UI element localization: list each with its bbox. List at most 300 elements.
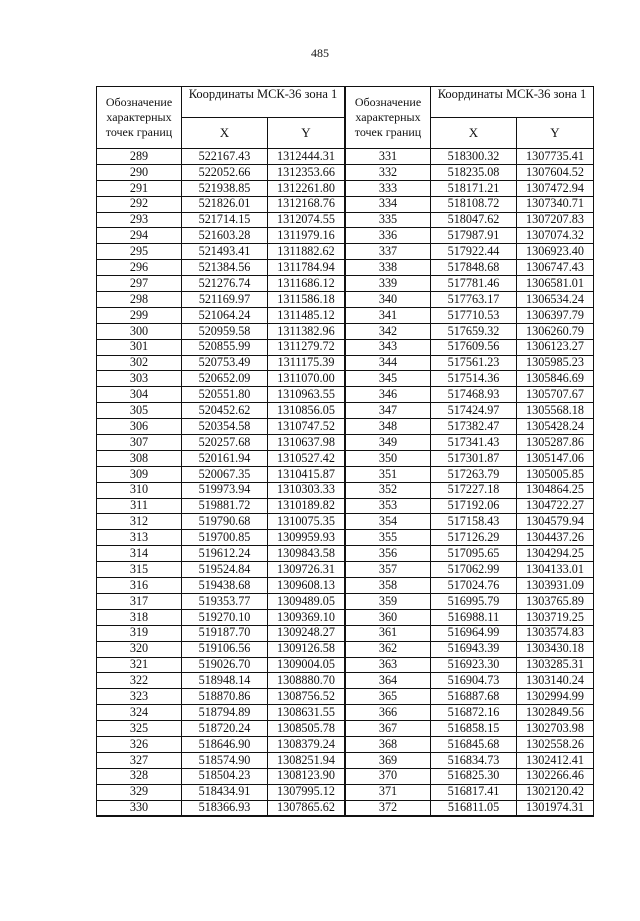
x-coordinate-cell: 519353.77: [182, 593, 268, 609]
x-coordinate-cell: 517301.87: [431, 450, 517, 466]
y-coordinate-cell: 1307995.12: [268, 784, 345, 800]
table-row: [346, 244, 594, 260]
y-coordinate-cell: 1307865.62: [268, 800, 345, 816]
table-row: [346, 466, 594, 482]
x-coordinate-cell: 518720.24: [182, 721, 268, 737]
y-coordinate-cell: 1307604.52: [517, 164, 594, 180]
table-row: [97, 705, 345, 721]
point-number-cell: 371: [346, 784, 431, 800]
x-coordinate-cell: 518504.23: [182, 768, 268, 784]
point-number-cell: 319: [97, 625, 182, 641]
x-coordinate-cell: 521714.15: [182, 212, 268, 228]
table-row: [97, 689, 345, 705]
point-number-cell: 300: [97, 323, 182, 339]
table-row: [346, 625, 594, 641]
y-coordinate-cell: 1305846.69: [517, 371, 594, 387]
point-number-cell: 307: [97, 435, 182, 451]
y-coordinate-cell: 1304864.25: [517, 482, 594, 498]
y-coordinate-cell: 1304437.26: [517, 530, 594, 546]
x-coordinate-cell: 520855.99: [182, 339, 268, 355]
x-coordinate-cell: 520257.68: [182, 435, 268, 451]
table-row: [346, 292, 594, 308]
point-number-cell: 347: [346, 403, 431, 419]
point-number-cell: 359: [346, 593, 431, 609]
point-number-cell: 352: [346, 482, 431, 498]
point-number-cell: 358: [346, 578, 431, 594]
x-coordinate-cell: 517095.65: [431, 546, 517, 562]
table-row: [97, 482, 345, 498]
point-number-cell: 343: [346, 339, 431, 355]
x-coordinate-cell: 517763.17: [431, 292, 517, 308]
y-coordinate-cell: 1309369.10: [268, 609, 345, 625]
point-number-cell: 317: [97, 593, 182, 609]
table-row: [346, 355, 594, 371]
point-number-cell: 349: [346, 435, 431, 451]
point-number-cell: 362: [346, 641, 431, 657]
y-coordinate-cell: 1305287.86: [517, 435, 594, 451]
point-number-cell: 354: [346, 514, 431, 530]
y-coordinate-cell: 1306581.01: [517, 276, 594, 292]
point-number-cell: 304: [97, 387, 182, 403]
point-number-cell: 296: [97, 260, 182, 276]
x-coordinate-cell: 519106.56: [182, 641, 268, 657]
table-row: [346, 323, 594, 339]
point-number-cell: 294: [97, 228, 182, 244]
x-coordinate-cell: 516887.68: [431, 689, 517, 705]
x-coordinate-cell: 517424.97: [431, 403, 517, 419]
table-row: [97, 466, 345, 482]
table-row: [346, 180, 594, 196]
table-row: [346, 228, 594, 244]
point-number-cell: 350: [346, 450, 431, 466]
table-row: [97, 498, 345, 514]
point-number-cell: 364: [346, 673, 431, 689]
table-row: [97, 736, 345, 752]
point-number-cell: 346: [346, 387, 431, 403]
x-coordinate-cell: 516845.68: [431, 736, 517, 752]
x-coordinate-cell: 520161.94: [182, 450, 268, 466]
table-row: [97, 260, 345, 276]
y-coordinate-cell: 1302994.99: [517, 689, 594, 705]
table-body-right: [346, 149, 594, 817]
x-coordinate-cell: 517987.91: [431, 228, 517, 244]
x-coordinate-cell: 518171.21: [431, 180, 517, 196]
x-coordinate-cell: 516943.39: [431, 641, 517, 657]
point-number-cell: 324: [97, 705, 182, 721]
table-row: [97, 546, 345, 562]
table-row: [97, 768, 345, 784]
point-number-cell: 290: [97, 164, 182, 180]
table-row: [97, 562, 345, 578]
table-body-left: [97, 149, 345, 817]
y-coordinate-cell: 1306260.79: [517, 323, 594, 339]
y-coordinate-cell: 1303574.83: [517, 625, 594, 641]
y-coordinate-cell: 1310303.33: [268, 482, 345, 498]
table-row: [97, 419, 345, 435]
x-coordinate-cell: 520959.58: [182, 323, 268, 339]
point-number-cell: 328: [97, 768, 182, 784]
y-coordinate-cell: 1310075.35: [268, 514, 345, 530]
table-row: [346, 689, 594, 705]
coordinates-group-header: Координаты МСК-36 зона 1: [431, 87, 594, 118]
table-row: [97, 800, 345, 816]
page-number: 485: [311, 46, 329, 60]
table-row: [346, 609, 594, 625]
x-coordinate-cell: 519187.70: [182, 625, 268, 641]
table-row: [346, 578, 594, 594]
y-coordinate-cell: 1301974.31: [517, 800, 594, 816]
table-row: [346, 514, 594, 530]
point-number-cell: 340: [346, 292, 431, 308]
y-coordinate-cell: 1311784.94: [268, 260, 345, 276]
x-coordinate-cell: 517126.29: [431, 530, 517, 546]
table-row: [97, 276, 345, 292]
x-coordinate-cell: 517848.68: [431, 260, 517, 276]
table-row: [97, 323, 345, 339]
coordinates-table-left: [96, 86, 345, 817]
x-coordinate-cell: 518434.91: [182, 784, 268, 800]
y-coordinate-cell: 1307340.71: [517, 196, 594, 212]
y-coordinate-cell: 1303430.18: [517, 641, 594, 657]
y-coordinate-cell: 1311175.39: [268, 355, 345, 371]
point-number-cell: 289: [97, 149, 182, 165]
x-column-header: X: [182, 118, 268, 149]
y-coordinate-cell: 1306923.40: [517, 244, 594, 260]
point-number-cell: 367: [346, 721, 431, 737]
point-number-cell: 322: [97, 673, 182, 689]
x-coordinate-cell: 519790.68: [182, 514, 268, 530]
point-number-cell: 363: [346, 657, 431, 673]
y-coordinate-cell: 1305428.24: [517, 419, 594, 435]
point-number-cell: 308: [97, 450, 182, 466]
x-coordinate-cell: 516904.73: [431, 673, 517, 689]
table-row: [97, 164, 345, 180]
table-row: [346, 164, 594, 180]
x-coordinate-cell: 518108.72: [431, 196, 517, 212]
y-coordinate-cell: 1308123.90: [268, 768, 345, 784]
point-number-cell: 345: [346, 371, 431, 387]
x-coordinate-cell: 521493.41: [182, 244, 268, 260]
y-coordinate-cell: 1310856.05: [268, 403, 345, 419]
y-coordinate-cell: 1312353.66: [268, 164, 345, 180]
table-row: [97, 403, 345, 419]
y-coordinate-cell: 1309489.05: [268, 593, 345, 609]
table-row: [346, 260, 594, 276]
point-number-cell: 311: [97, 498, 182, 514]
y-coordinate-cell: 1302412.41: [517, 752, 594, 768]
y-coordinate-cell: 1305568.18: [517, 403, 594, 419]
point-number-cell: 293: [97, 212, 182, 228]
y-coordinate-cell: 1303140.24: [517, 673, 594, 689]
point-number-cell: 335: [346, 212, 431, 228]
y-coordinate-cell: 1305707.67: [517, 387, 594, 403]
point-number-cell: 302: [97, 355, 182, 371]
table-row: [97, 721, 345, 737]
y-column-header: Y: [517, 118, 594, 149]
x-coordinate-cell: 520354.58: [182, 419, 268, 435]
table-row: [97, 180, 345, 196]
y-coordinate-cell: 1311686.12: [268, 276, 345, 292]
y-coordinate-cell: 1303719.25: [517, 609, 594, 625]
point-number-cell: 306: [97, 419, 182, 435]
x-coordinate-cell: 518646.90: [182, 736, 268, 752]
y-column-header: Y: [268, 118, 345, 149]
table-row: [346, 371, 594, 387]
y-coordinate-cell: 1304722.27: [517, 498, 594, 514]
y-coordinate-cell: 1306397.79: [517, 307, 594, 323]
y-coordinate-cell: 1310189.82: [268, 498, 345, 514]
x-coordinate-cell: 521064.24: [182, 307, 268, 323]
y-coordinate-cell: 1308251.94: [268, 752, 345, 768]
table-row: [346, 752, 594, 768]
point-number-cell: 337: [346, 244, 431, 260]
y-coordinate-cell: 1309843.58: [268, 546, 345, 562]
x-coordinate-cell: 517227.18: [431, 482, 517, 498]
point-number-cell: 329: [97, 784, 182, 800]
point-number-cell: 303: [97, 371, 182, 387]
x-coordinate-cell: 521938.85: [182, 180, 268, 196]
point-number-cell: 366: [346, 705, 431, 721]
table-row: [97, 371, 345, 387]
y-coordinate-cell: 1306747.43: [517, 260, 594, 276]
point-number-cell: 325: [97, 721, 182, 737]
point-number-cell: 332: [346, 164, 431, 180]
table-row: [346, 530, 594, 546]
y-coordinate-cell: 1312261.80: [268, 180, 345, 196]
table-row: [97, 657, 345, 673]
y-coordinate-cell: 1311070.00: [268, 371, 345, 387]
point-number-cell: 314: [97, 546, 182, 562]
y-coordinate-cell: 1311882.62: [268, 244, 345, 260]
x-coordinate-cell: 516811.05: [431, 800, 517, 816]
y-coordinate-cell: 1306123.27: [517, 339, 594, 355]
y-coordinate-cell: 1311382.96: [268, 323, 345, 339]
x-coordinate-cell: 518366.93: [182, 800, 268, 816]
point-number-cell: 327: [97, 752, 182, 768]
y-coordinate-cell: 1310963.55: [268, 387, 345, 403]
y-coordinate-cell: 1307472.94: [517, 180, 594, 196]
table-row: [346, 196, 594, 212]
table-row: [97, 292, 345, 308]
y-coordinate-cell: 1304133.01: [517, 562, 594, 578]
x-coordinate-cell: 521169.97: [182, 292, 268, 308]
point-number-cell: 370: [346, 768, 431, 784]
x-coordinate-cell: 517263.79: [431, 466, 517, 482]
y-coordinate-cell: 1303285.31: [517, 657, 594, 673]
table-row: [346, 657, 594, 673]
table-row: [346, 498, 594, 514]
table-row: [346, 673, 594, 689]
table-row: [97, 212, 345, 228]
x-coordinate-cell: 516834.73: [431, 752, 517, 768]
x-coordinate-cell: 518948.14: [182, 673, 268, 689]
table-row: [346, 435, 594, 451]
point-number-cell: 331: [346, 149, 431, 165]
y-coordinate-cell: 1302120.42: [517, 784, 594, 800]
y-coordinate-cell: 1311485.12: [268, 307, 345, 323]
table-row: [97, 339, 345, 355]
y-coordinate-cell: 1307207.83: [517, 212, 594, 228]
x-coordinate-cell: 519881.72: [182, 498, 268, 514]
point-number-cell: 339: [346, 276, 431, 292]
table-row: [346, 450, 594, 466]
table-row: [97, 593, 345, 609]
x-coordinate-cell: 517468.93: [431, 387, 517, 403]
table-row: [97, 149, 345, 165]
x-coordinate-cell: 516817.41: [431, 784, 517, 800]
y-coordinate-cell: 1309726.31: [268, 562, 345, 578]
table-row: [346, 546, 594, 562]
table-row: [97, 625, 345, 641]
point-number-cell: 336: [346, 228, 431, 244]
x-coordinate-cell: 516923.30: [431, 657, 517, 673]
table-row: [346, 562, 594, 578]
table-row: [97, 244, 345, 260]
y-coordinate-cell: 1309959.93: [268, 530, 345, 546]
y-coordinate-cell: 1305147.06: [517, 450, 594, 466]
point-number-cell: 321: [97, 657, 182, 673]
point-number-cell: 361: [346, 625, 431, 641]
x-coordinate-cell: 517062.99: [431, 562, 517, 578]
point-number-cell: 292: [97, 196, 182, 212]
y-coordinate-cell: 1312074.55: [268, 212, 345, 228]
table-row: [346, 721, 594, 737]
point-number-cell: 344: [346, 355, 431, 371]
point-number-cell: 351: [346, 466, 431, 482]
x-coordinate-cell: 517781.46: [431, 276, 517, 292]
point-number-cell: 372: [346, 800, 431, 816]
x-coordinate-cell: 517561.23: [431, 355, 517, 371]
y-coordinate-cell: 1308756.52: [268, 689, 345, 705]
y-coordinate-cell: 1302703.98: [517, 721, 594, 737]
table-row: [97, 387, 345, 403]
point-number-cell: 341: [346, 307, 431, 323]
x-coordinate-cell: 516995.79: [431, 593, 517, 609]
designation-header: Обозначение характерных точек границ: [346, 87, 431, 149]
y-coordinate-cell: 1303931.09: [517, 578, 594, 594]
x-coordinate-cell: 519270.10: [182, 609, 268, 625]
x-coordinate-cell: 518794.89: [182, 705, 268, 721]
table-row: [346, 736, 594, 752]
table-row: [97, 450, 345, 466]
x-coordinate-cell: 519973.94: [182, 482, 268, 498]
y-coordinate-cell: 1310637.98: [268, 435, 345, 451]
x-coordinate-cell: 516964.99: [431, 625, 517, 641]
point-number-cell: 310: [97, 482, 182, 498]
table-row: [97, 530, 345, 546]
y-coordinate-cell: 1303765.89: [517, 593, 594, 609]
y-coordinate-cell: 1309004.05: [268, 657, 345, 673]
x-coordinate-cell: 521603.28: [182, 228, 268, 244]
table-row: [97, 784, 345, 800]
point-number-cell: 333: [346, 180, 431, 196]
x-coordinate-cell: 517192.06: [431, 498, 517, 514]
y-coordinate-cell: 1306534.24: [517, 292, 594, 308]
table-row: [97, 435, 345, 451]
x-coordinate-cell: 518574.90: [182, 752, 268, 768]
point-number-cell: 334: [346, 196, 431, 212]
point-number-cell: 312: [97, 514, 182, 530]
point-number-cell: 299: [97, 307, 182, 323]
x-coordinate-cell: 518047.62: [431, 212, 517, 228]
designation-header: Обозначение характерных точек границ: [97, 87, 182, 149]
x-coordinate-cell: 517158.43: [431, 514, 517, 530]
table-row: [97, 514, 345, 530]
table-row: [346, 482, 594, 498]
y-coordinate-cell: 1309126.58: [268, 641, 345, 657]
x-coordinate-cell: 517024.76: [431, 578, 517, 594]
x-coordinate-cell: 520753.49: [182, 355, 268, 371]
x-coordinate-cell: 522167.43: [182, 149, 268, 165]
point-number-cell: 309: [97, 466, 182, 482]
x-coordinate-cell: 519612.24: [182, 546, 268, 562]
table-row: [97, 196, 345, 212]
x-coordinate-cell: 516988.11: [431, 609, 517, 625]
table-row: [346, 641, 594, 657]
point-number-cell: 305: [97, 403, 182, 419]
point-number-cell: 298: [97, 292, 182, 308]
y-coordinate-cell: 1304579.94: [517, 514, 594, 530]
point-number-cell: 291: [97, 180, 182, 196]
y-coordinate-cell: 1302849.56: [517, 705, 594, 721]
table-row: [346, 403, 594, 419]
point-number-cell: 348: [346, 419, 431, 435]
table-row: [346, 212, 594, 228]
x-coordinate-cell: 522052.66: [182, 164, 268, 180]
y-coordinate-cell: 1311979.16: [268, 228, 345, 244]
y-coordinate-cell: 1304294.25: [517, 546, 594, 562]
y-coordinate-cell: 1305985.23: [517, 355, 594, 371]
y-coordinate-cell: 1311279.72: [268, 339, 345, 355]
x-coordinate-cell: 517922.44: [431, 244, 517, 260]
y-coordinate-cell: 1308505.78: [268, 721, 345, 737]
y-coordinate-cell: 1310527.42: [268, 450, 345, 466]
point-number-cell: 326: [97, 736, 182, 752]
point-number-cell: 355: [346, 530, 431, 546]
coordinates-table-right: [345, 86, 594, 817]
table-row: [346, 387, 594, 403]
y-coordinate-cell: 1305005.85: [517, 466, 594, 482]
point-number-cell: 316: [97, 578, 182, 594]
y-coordinate-cell: 1302266.46: [517, 768, 594, 784]
point-number-cell: 356: [346, 546, 431, 562]
x-column-header: X: [431, 118, 517, 149]
x-coordinate-cell: 520652.09: [182, 371, 268, 387]
x-coordinate-cell: 519438.68: [182, 578, 268, 594]
table-row: [346, 705, 594, 721]
x-coordinate-cell: 516858.15: [431, 721, 517, 737]
y-coordinate-cell: 1311586.18: [268, 292, 345, 308]
table-row: [346, 800, 594, 816]
table-row: [97, 673, 345, 689]
y-coordinate-cell: 1312444.31: [268, 149, 345, 165]
x-coordinate-cell: 518300.32: [431, 149, 517, 165]
y-coordinate-cell: 1308880.70: [268, 673, 345, 689]
point-number-cell: 318: [97, 609, 182, 625]
x-coordinate-cell: 520067.35: [182, 466, 268, 482]
table-row: [97, 228, 345, 244]
point-number-cell: 315: [97, 562, 182, 578]
table-row: [97, 752, 345, 768]
coordinates-group-header: Координаты МСК-36 зона 1: [182, 87, 345, 118]
point-number-cell: 301: [97, 339, 182, 355]
x-coordinate-cell: 521276.74: [182, 276, 268, 292]
y-coordinate-cell: 1310415.87: [268, 466, 345, 482]
point-number-cell: 338: [346, 260, 431, 276]
x-coordinate-cell: 519026.70: [182, 657, 268, 673]
table-row: [346, 593, 594, 609]
x-coordinate-cell: 517659.32: [431, 323, 517, 339]
